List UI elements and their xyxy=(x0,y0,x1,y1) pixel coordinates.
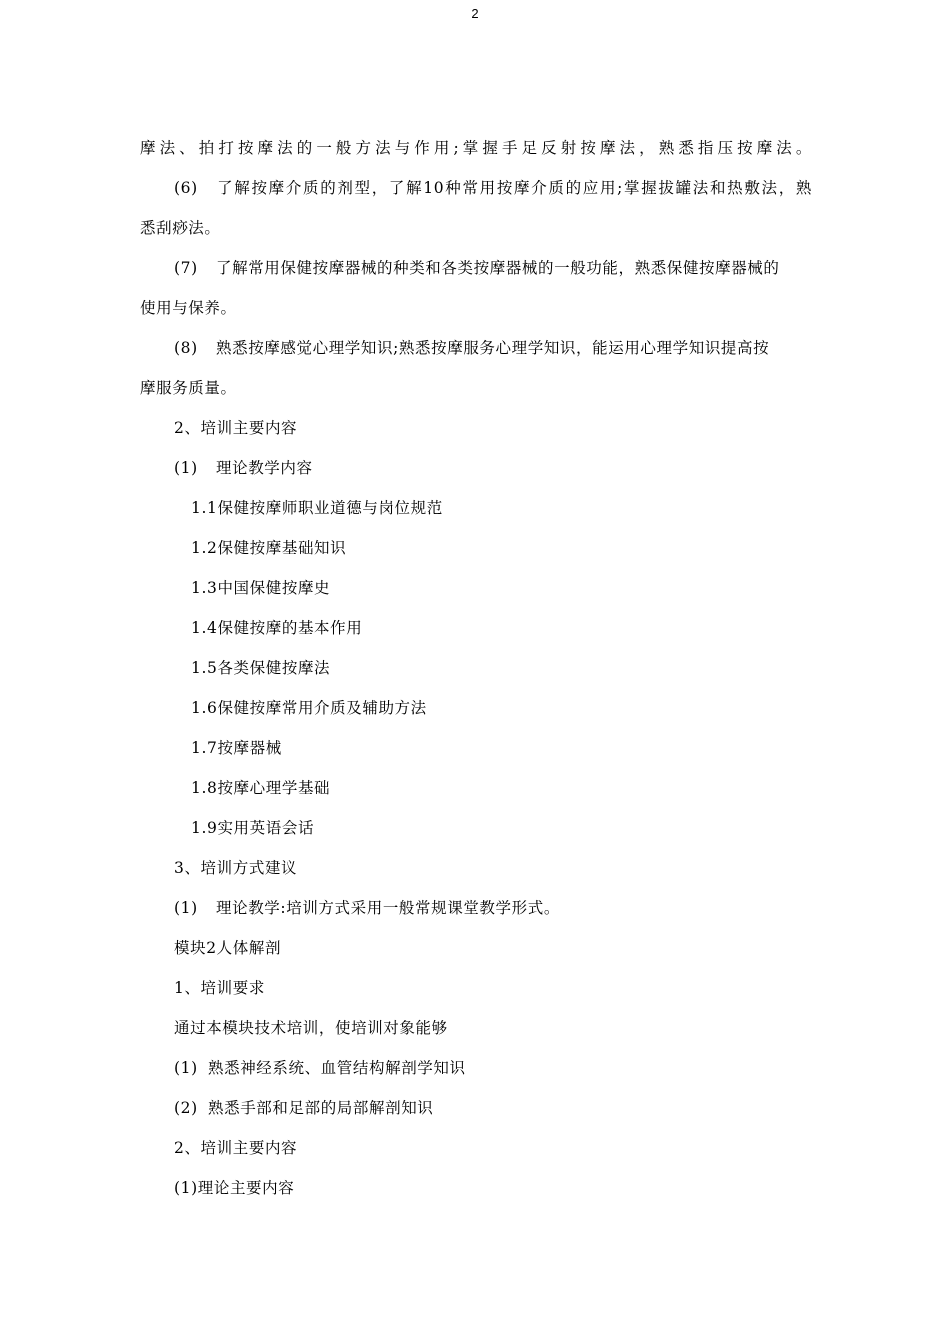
item-text: 熟悉神经系统、血管结构解剖学知识 xyxy=(208,1059,466,1077)
list-item-theory xyxy=(140,448,812,488)
item-text: 熟悉按摩感觉心理学知识;熟悉按摩服务心理学知识，能运用心理学知识提高按 xyxy=(216,339,770,357)
paragraph-line: 摩服务质量。 xyxy=(140,379,237,397)
section-heading: 2、培训主要内容 xyxy=(174,1139,298,1157)
section-heading: 1、培训要求 xyxy=(174,979,265,997)
item-number: (8) xyxy=(174,339,198,357)
page-number: 2 xyxy=(471,6,479,21)
sub-item: 1.9实用英语会话 xyxy=(191,819,315,837)
list-item-8 xyxy=(140,328,812,368)
sub-item: 1.7按摩器械 xyxy=(191,739,282,757)
paragraph-line: 通过本模块技术培训，使培训对象能够 xyxy=(174,1019,448,1037)
sub-item: 1.8按摩心理学基础 xyxy=(191,779,331,797)
item-number: (1) xyxy=(174,1059,198,1077)
item-text: 了解按摩介质的剂型，了解10种常用按摩介质的应用;掌握拔罐法和热敷法，熟 xyxy=(216,179,812,197)
item-number: (1) xyxy=(174,899,198,917)
list-item-7 xyxy=(140,248,812,288)
list-item xyxy=(140,1048,812,1088)
sub-item: 1.4保健按摩的基本作用 xyxy=(191,619,363,637)
item-text: 了解常用保健按摩器械的种类和各类按摩器械的一般功能，熟悉保健按摩器械的 xyxy=(216,259,780,277)
list-item: (1)理论主要内容 xyxy=(174,1179,295,1197)
list-item-method xyxy=(140,888,812,928)
item-text: 理论教学:培训方式采用一般常规课堂教学形式。 xyxy=(216,899,560,917)
list-item xyxy=(140,1088,812,1128)
module-heading: 模块2人体解剖 xyxy=(174,939,282,957)
item-number: (6) xyxy=(174,179,198,197)
paragraph-line: 悉刮痧法。 xyxy=(140,219,221,237)
list-item-6 xyxy=(140,168,812,208)
document-body xyxy=(140,128,812,1208)
section-heading: 3、培训方式建议 xyxy=(174,859,298,877)
paragraph-line: 摩法、拍打按摩法的一般方法与作用;掌握手足反射按摩法，熟悉指压按摩法。 xyxy=(140,139,812,157)
sub-item: 1.6保健按摩常用介质及辅助方法 xyxy=(191,699,427,717)
sub-item: 1.5各类保健按摩法 xyxy=(191,659,331,677)
item-text: 理论教学内容 xyxy=(216,459,313,477)
sub-item: 1.1保健按摩师职业道德与岗位规范 xyxy=(191,499,443,517)
sub-item: 1.3中国保健按摩史 xyxy=(191,579,331,597)
section-heading: 2、培训主要内容 xyxy=(174,419,298,437)
item-number: (7) xyxy=(174,259,198,277)
item-text: 熟悉手部和足部的局部解剖知识 xyxy=(208,1099,434,1117)
sub-item: 1.2保健按摩基础知识 xyxy=(191,539,347,557)
item-number: (2) xyxy=(174,1099,198,1117)
item-number: (1) xyxy=(174,459,198,477)
paragraph-line: 使用与保养。 xyxy=(140,299,237,317)
